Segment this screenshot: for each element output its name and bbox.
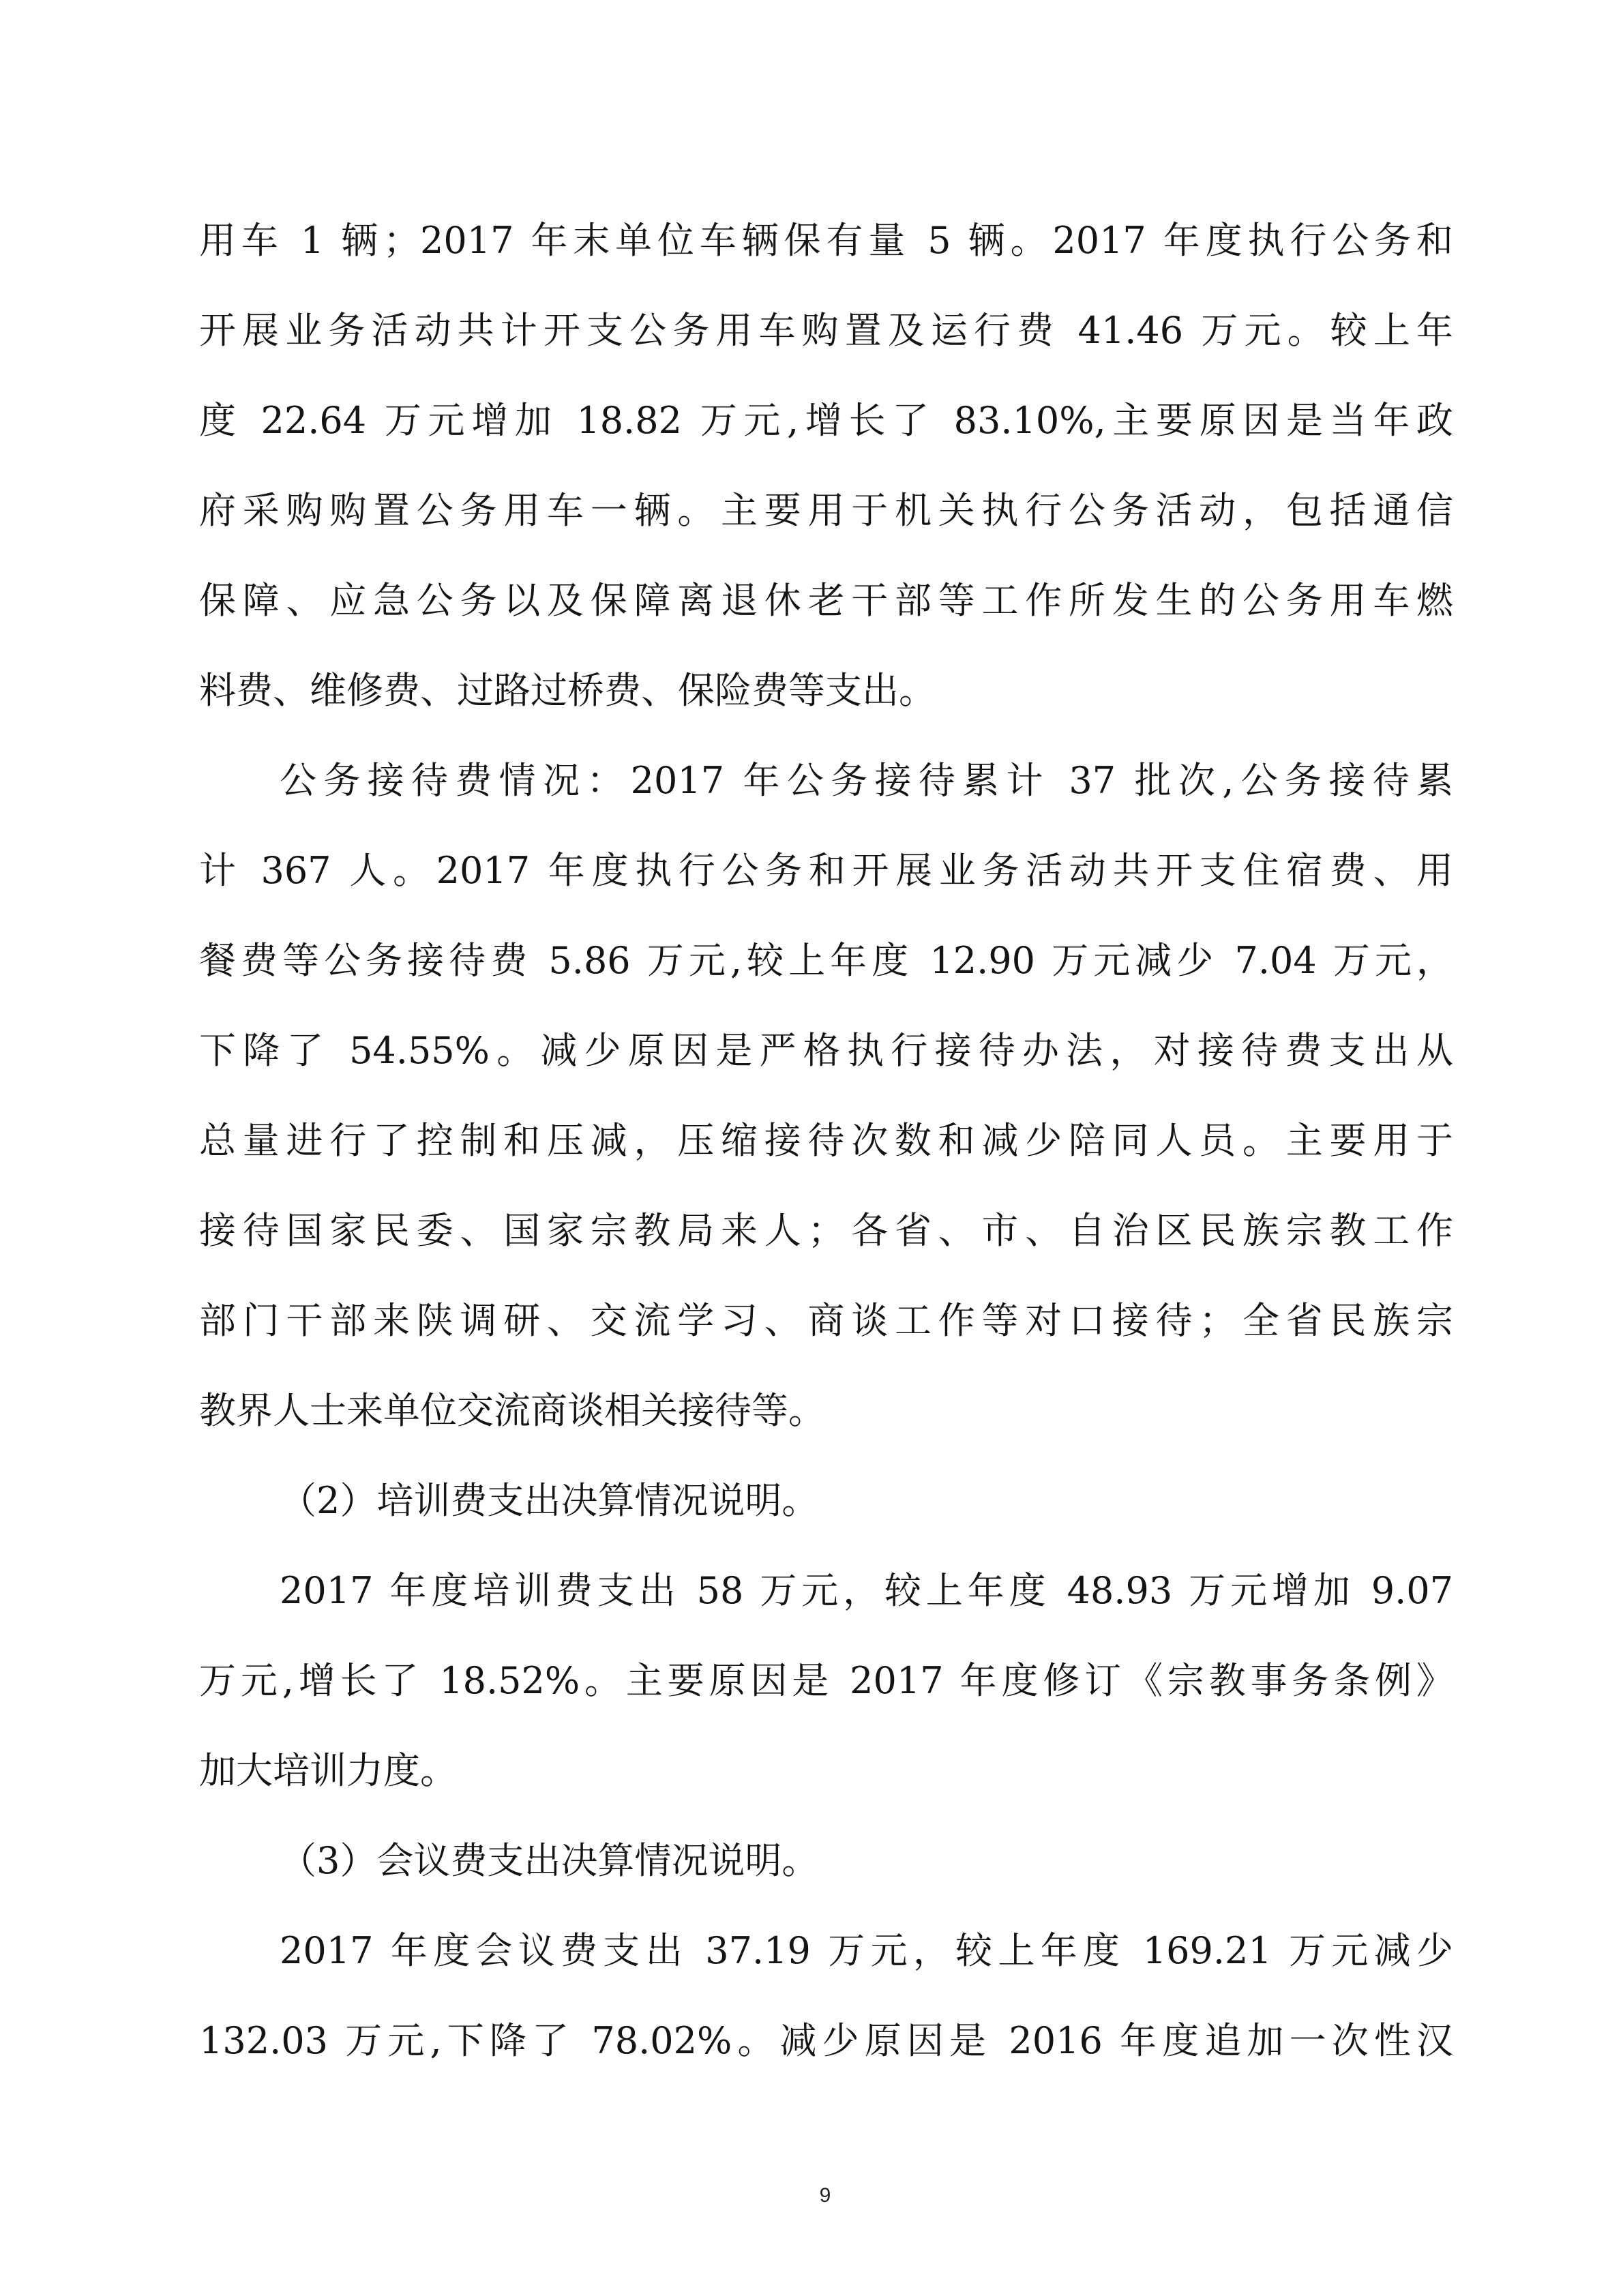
text-line: 度 22.64 万元增加 18.82 万元,增长了 83.10%,主要原因是当年政 [199,399,1453,442]
text-line: 2017 年度培训费支出 58 万元，较上年度 48.93 万元增加 9.07 [280,1569,1453,1612]
text-line: 总量进行了控制和压减，压缩接待次数和减少陪同人员。主要用于 [199,1119,1453,1162]
text-line: 开展业务活动共计开支公务用车购置及运行费 41.46 万元。较上年 [199,309,1453,352]
paragraph-meeting-expenses [199,1906,1453,2086]
text-line: 接待国家民委、国家宗教局来人；各省、市、自治区民族宗教工作 [199,1209,1453,1252]
text-line: 公务接待费情况：2017 年公务接待累计 37 批次,公务接待累 [280,759,1453,802]
paragraph-training-expenses [199,1546,1453,1816]
text-line: 计 367 人。2017 年度执行公务和开展业务活动共开支住宿费、用 [199,849,1453,892]
section-heading-meeting [199,1816,1453,1906]
paragraph-vehicle-expenses [199,196,1453,736]
text-line: 用车 1 辆；2017 年末单位车辆保有量 5 辆。2017 年度执行公务和 [199,219,1453,262]
text-line: 教界人士来单位交流商谈相关接待等。 [199,1389,825,1432]
text-line: 部门干部来陕调研、交流学习、商谈工作等对口接待；全省民族宗 [199,1299,1453,1342]
text-line: 府采购购置公务用车一辆。主要用于机关执行公务活动，包括通信 [199,489,1453,532]
text-line: 保障、应急公务以及保障离退休老干部等工作所发生的公务用车燃 [199,579,1453,622]
section-heading: （2）培训费支出决算情况说明。 [280,1479,819,1522]
body-text [199,196,1453,2086]
section-heading-training [199,1456,1453,1546]
text-line: 132.03 万元,下降了 78.02%。减少原因是 2016 年度追加一次性汉 [199,2019,1453,2062]
text-line: 万元,增长了 18.52%。主要原因是 2017 年度修订《宗教事务条例》 [199,1659,1453,1702]
text-line: 加大培训力度。 [199,1749,457,1792]
text-line: 下降了 54.55%。减少原因是严格执行接待办法，对接待费支出从 [199,1029,1453,1072]
text-line: 料费、维修费、过路过桥费、保险费等支出。 [199,669,936,712]
section-heading: （3）会议费支出决算情况说明。 [280,1839,819,1882]
paragraph-reception-expenses [199,736,1453,1456]
text-line: 餐费等公务接待费 5.86 万元,较上年度 12.90 万元减少 7.04 万元， [199,939,1453,982]
page-number: 9 [819,2184,831,2207]
text-line: 2017 年度会议费支出 37.19 万元，较上年度 169.21 万元减少 [280,1929,1453,1972]
